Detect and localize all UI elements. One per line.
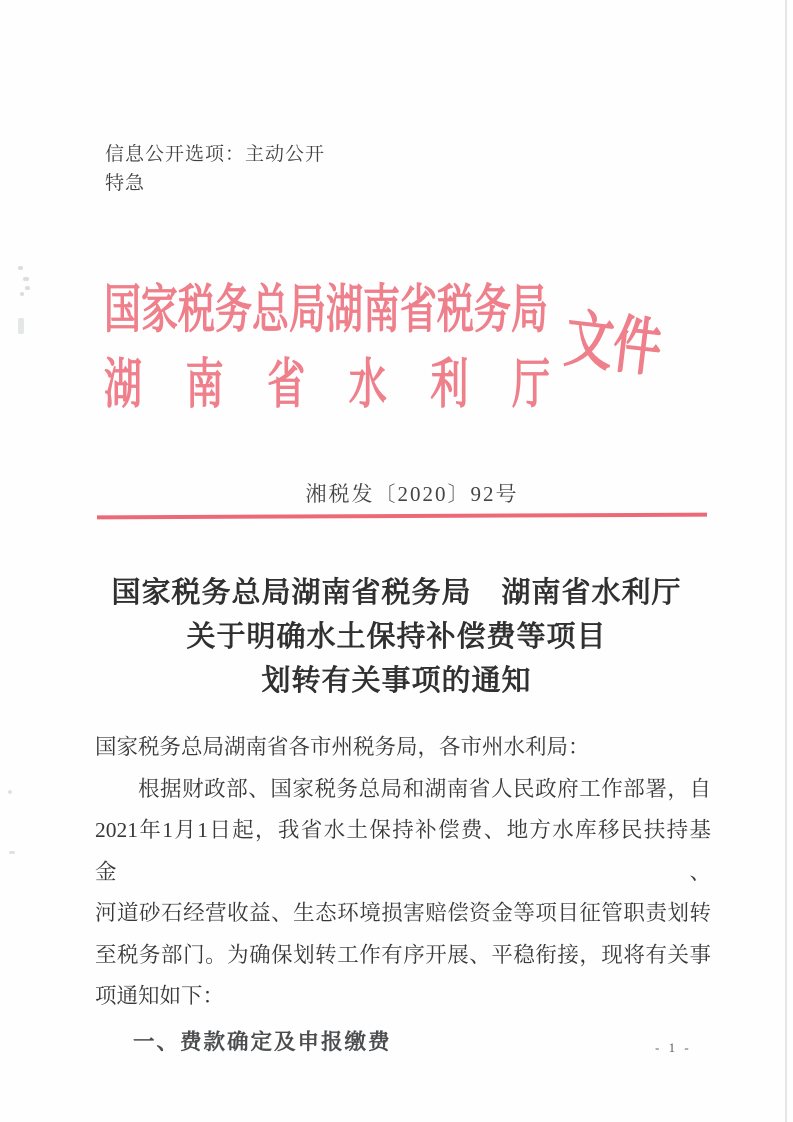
scan-smudge: [18, 266, 23, 270]
scan-smudge: [18, 318, 24, 334]
letterhead-issuer-line2: [104, 340, 550, 418]
paragraph-line: 2021年1月1日起，我省水土保持补偿费、地方水库移民扶持基金、: [95, 818, 711, 884]
letterhead-divider-rule: [97, 513, 707, 520]
scan-smudge: [25, 286, 30, 290]
paragraph-line: 河道砂石经营收益、生态环境损害赔偿资金等项目征管职责划转: [95, 901, 711, 925]
scan-smudge: [23, 277, 29, 281]
scan-smudge: [9, 851, 15, 854]
salutation-line: 国家税务总局湖南省各市州税务局，各市州水利局：: [95, 735, 590, 759]
paragraph-line: 至税务部门。为确保划转工作有序开展、平稳衔接，现将有关事: [95, 942, 711, 967]
document-body: [95, 727, 711, 1063]
title-line-3: 划转有关事项的通知: [261, 665, 532, 697]
scan-smudge: [8, 790, 12, 794]
paragraph-line: 项通知如下：: [95, 984, 225, 1008]
paragraph-line: 根据财政部、国家税务总局和湖南省人民政府工作部署，自: [138, 776, 711, 801]
disclosure-option-label: 信息公开选项：主动公开: [105, 144, 326, 165]
letterhead-char: 厅: [511, 355, 550, 416]
letterhead-char: 水: [348, 355, 387, 416]
letterhead-issuer-line1: 国家税务总局湖南省税务局: [104, 281, 548, 340]
letterhead-char: 利: [430, 355, 469, 416]
letterhead-char: 省: [267, 355, 306, 416]
page-number: - 1 -: [655, 1040, 692, 1055]
letterhead-char: 湖: [104, 355, 143, 416]
scan-right-edge-line: [785, 0, 787, 1122]
letterhead-char: 南: [185, 355, 224, 416]
section-1-heading: 一、费款确定及申报缴费: [133, 1029, 392, 1054]
title-line-2: 关于明确水土保持补偿费等项目: [186, 621, 607, 653]
letterhead-document-word: 文件: [561, 304, 666, 386]
document-title: [0, 571, 793, 703]
document-number: 湘税发〔2020〕92号: [305, 482, 519, 506]
title-line-1: 国家税务总局湖南省税务局 湖南省水利厅: [111, 577, 682, 609]
document-meta: [105, 140, 325, 198]
scan-smudge: [20, 292, 24, 296]
urgency-label: 特急: [105, 173, 146, 194]
